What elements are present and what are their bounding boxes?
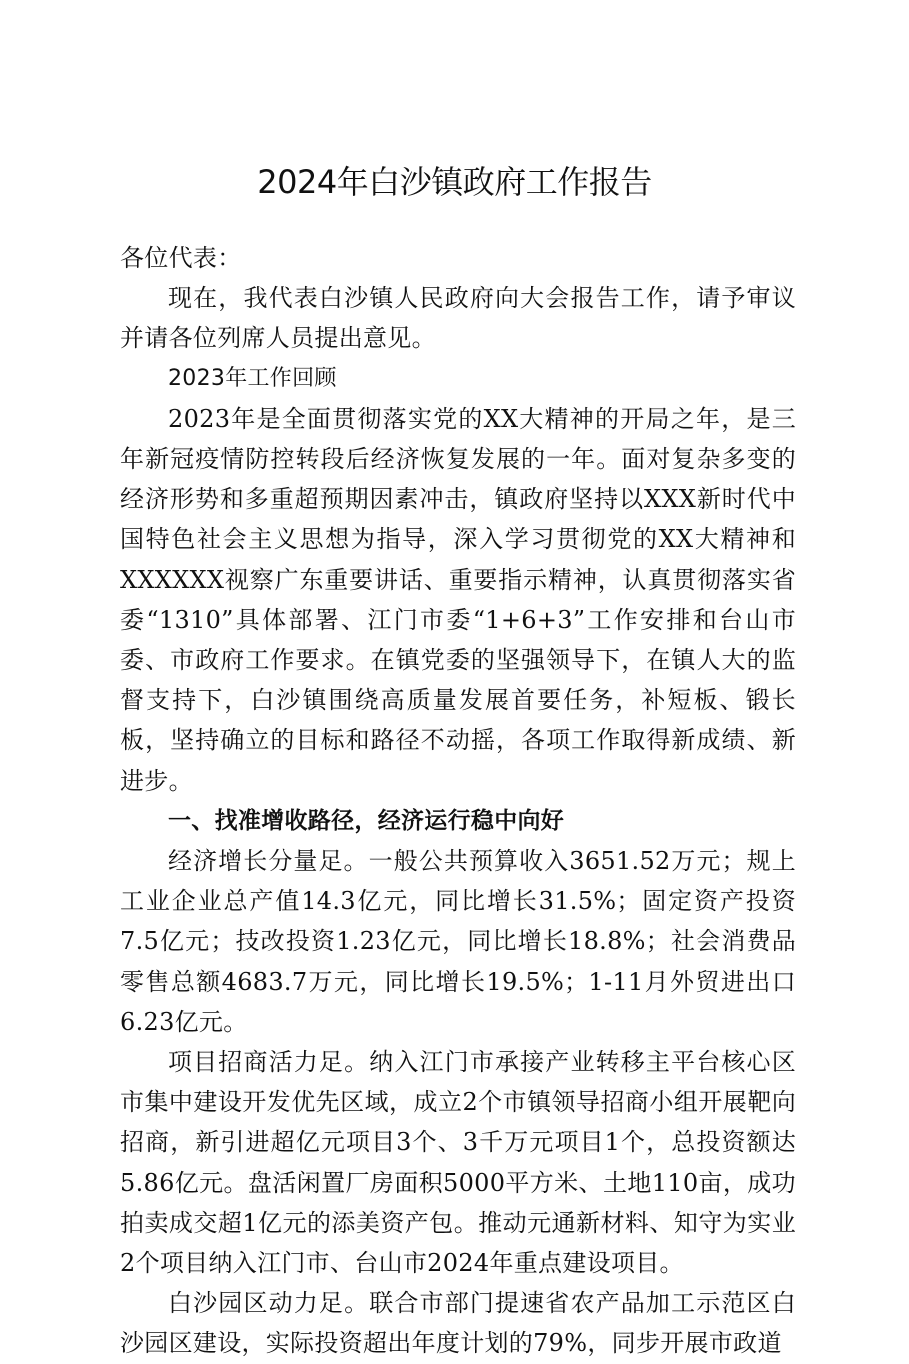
opening-paragraph: 现在，我代表白沙镇人民政府向大会报告工作，请予审议并请各位列席人员提出意见。 xyxy=(120,284,796,353)
heading-economy: 一、找准增收路径，经济运行稳中向好 xyxy=(168,807,565,834)
investment-paragraph: 项目招商活力足。纳入江门市承接产业转移主平台核心区市集中建设开发优先区域，成立2个市镇领导招商小组开展靶向招商，新引进超亿元项目3个、3千万元项目1个，总投资额达5.86亿元。盘活闲置厂房面积5000平方米、土地110亩，成功拍卖成交超1亿元的添美资产包。推动元通新材料、知守为实业2个项目纳入江门市、台山市2024年重点建设项目。 xyxy=(120,1048,796,1278)
park-paragraph: 白沙园区动力足。联合市部门提速省农产品加工示范区白沙园区建设，实际投资超出年度计划的79%，同步开展市政道 xyxy=(120,1289,796,1358)
review-paragraph: 2023年是全面贯彻落实党的XX大精神的开局之年，是三年新冠疫情防控转段后经济恢复发展的一年。面对复杂多变的经济形势和多重超预期因素冲击，镇政府坚持以XXX新时代中国特色社会主义思想为指导，深入学习贯彻党的XX大精神和XXXXXX视察广东重要讲话、重要指示精神，认真贯彻落实省委“1310”具体部署、江门市委“1+6+3”工作安排和台山市委、市政府工作要求。在镇党委的坚强领导下，在镇人大的监督支持下，白沙镇围绕高质量发展首要任务，补短板、锻长板，坚持确立的目标和路径不动摇，各项工作取得新成绩、新进步。 xyxy=(120,404,796,795)
section-review-title: 2023年工作回顾 xyxy=(168,365,337,391)
document-title: 2024年白沙镇政府工作报告 xyxy=(257,163,652,201)
document-body xyxy=(120,238,796,1364)
salutation: 各位代表： xyxy=(120,244,242,272)
growth-paragraph: 经济增长分量足。一般公共预算收入3651.52万元；规上工业企业总产值14.3亿元，同比增长31.5%；固定资产投资7.5亿元；技改投资1.23亿元，同比增长18.8%；社会消费品零售总额4683.7万元，同比增长19.5%；1-11月外贸进出口6.23亿元。 xyxy=(120,847,796,1036)
